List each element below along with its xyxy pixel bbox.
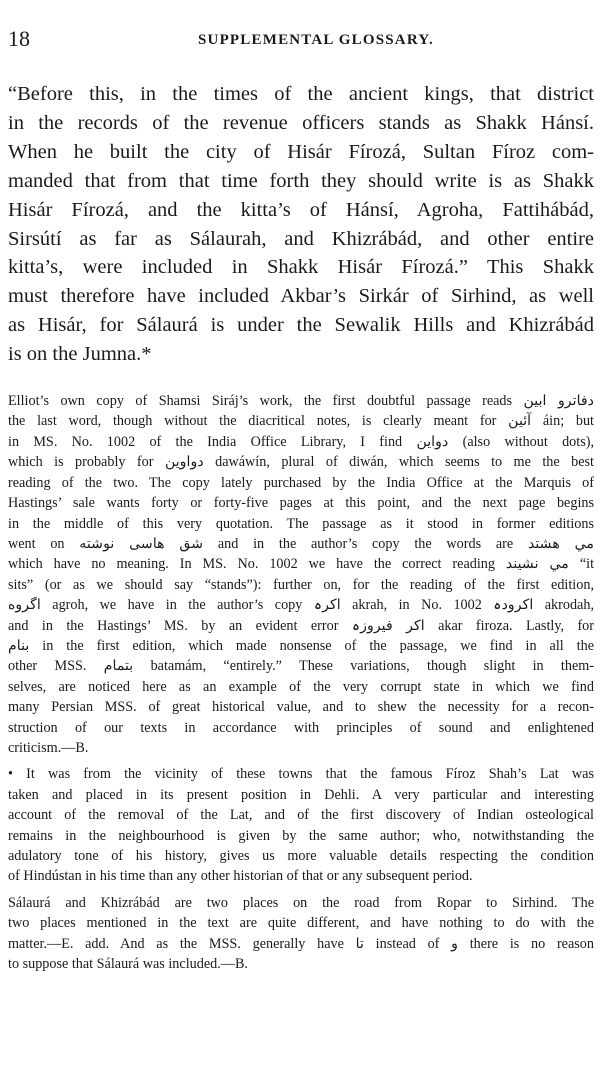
- main-line: Sirsútí as far as Sálaurah, and Khizrábád, and other entire: [8, 227, 594, 250]
- note-line: went on شق هاسی نوشته and in the author’s copy the words are مي هشتد: [8, 535, 594, 552]
- note-line: Elliot’s own copy of Shamsi Siráj’s work, the first doubtful passage reads دفاترو ابین: [8, 393, 594, 410]
- note-line: adulatory tone of his history, gives us more valuable details respecting the condition: [8, 848, 594, 864]
- note-line: criticism.—B.: [8, 739, 89, 756]
- note-line: selves, are noticed here as an example of the very corrupt state in which we find: [8, 678, 594, 695]
- main-line: in the records of the revenue officers stands as Shakk Hánsí.: [8, 111, 594, 134]
- note-line: Hastings’ sale wants forty or forty-five pages at this point, and the next page begins: [8, 495, 594, 512]
- note-line: and in the Hastings’ MS. by an evident error اکر فیروزہ akar firoza. Lastly, for: [8, 617, 594, 634]
- note-line: بنام in the first edition, which made nonsense of the passage, we find in all the: [8, 637, 594, 654]
- note-line: matter.—E. add. And as the MSS. generally have تا instead of و there is no reason: [8, 935, 594, 952]
- main-line: “Before this, in the times of the ancient kings, that district: [8, 83, 594, 105]
- main-line: When he built the city of Hisár Fírozá, Sultan Fíroz com-: [8, 140, 594, 163]
- main-line: as Hisár, for Sálaurá is under the Sewalik Hills and Khizrábád: [8, 314, 594, 337]
- main-line: is on the Jumna.*: [8, 343, 152, 366]
- main-line: manded that from that time forth they should write is as Shakk: [8, 169, 594, 192]
- note-line: in the middle of this very quotation. The passage as it stood in former editions: [8, 515, 594, 532]
- main-line: Hisár Fírozá, and the kitta’s of Hánsí, Agroha, Fattihábád,: [8, 198, 594, 221]
- note-line: taken and placed in its present position in Dehli. A very particular and interesting: [8, 786, 594, 803]
- note-line: in MS. No. 1002 of the India Office Library, I find دواین (also without dots),: [8, 433, 594, 450]
- note-line: of Hindústan in his time than any other historian of that or any subsequent period.: [8, 868, 473, 885]
- page-header: [8, 24, 593, 54]
- main-line: kitta’s, were included in Shakk Hisár Fírozá.” This Shakk: [8, 256, 594, 279]
- note-line: which is probably for دواوین dawáwín, plural of diwán, which seems to me the best: [8, 454, 594, 471]
- note-line: reading of the two. The copy lately purchased by the India Office at the Marquis of: [8, 474, 594, 491]
- note-line: اگروه agroh, we have in the author’s copy اکرہ akrah, in No. 1002 اکرودہ akrodah,: [8, 597, 594, 614]
- main-line: must therefore have included Akbar’s Sirkár of Sirhind, as well: [8, 285, 594, 308]
- note-line: Sálaurá and Khizrábád are two places on the road from Ropar to Sirhind. The: [8, 894, 594, 911]
- note-line: which have no meaning. In MS. No. 1002 we have the correct reading مي نشيند “it: [8, 556, 595, 573]
- note-line: two places mentioned in the text are quite different, and have nothing to do with the: [8, 915, 594, 932]
- note-line: other MSS. بتمام batamám, “entirely.” These variations, though slight in them-: [8, 658, 595, 675]
- page-number: 18: [8, 26, 30, 51]
- page-body: [8, 80, 594, 974]
- note-line: many Persian MSS. of great historical value, and to shew the necessity for a recon-: [8, 699, 594, 716]
- note-line: remains in the neighbourhood is given by the same author; who, notwithstanding the: [8, 827, 594, 844]
- note-line: to suppose that Sálaurá was included.—B.: [8, 956, 248, 973]
- footnote-manuscript: [8, 391, 594, 758]
- note-line: the last word, though without the diacritical notes, is clearly meant for آئین áin; but: [8, 413, 594, 430]
- note-line: sits” (or as we should say “stands”): further on, for the reading of the first edition,: [8, 576, 594, 593]
- footnote-lat: [8, 764, 594, 886]
- running-title: SUPPLEMENTAL GLOSSARY.: [198, 32, 434, 48]
- footnote-salaura: [8, 893, 594, 975]
- note-line: • It was from the vicinity of these towns that the famous Fíroz Shah’s Lat was: [8, 766, 594, 783]
- main-paragraph: [8, 80, 594, 369]
- note-line: struction of our texts in accordance with principles of sound and enlightened: [8, 719, 594, 736]
- note-line: account of the removal of the Lat, and of the first discovery of Indian osteological: [8, 807, 594, 824]
